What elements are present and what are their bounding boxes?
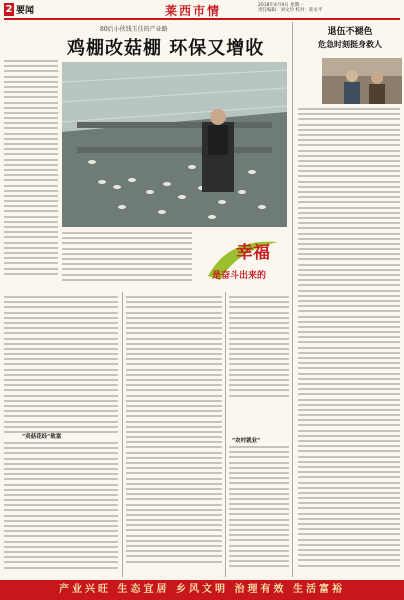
greenhouse-photo <box>62 62 287 227</box>
text-column-lower-2 <box>126 296 222 566</box>
article-kicker: 80后小伙钱玉佳的产业路 <box>100 26 168 33</box>
side-headline-2: 危急时刻挺身救人 <box>318 40 382 49</box>
side-photo <box>322 58 402 104</box>
section-title: 要闻 <box>16 6 35 16</box>
text-column-lower-1b <box>4 442 118 572</box>
header-rule <box>4 18 400 20</box>
text-column-middle <box>62 232 192 284</box>
text-column-right <box>298 108 400 570</box>
footer-banner: 产业兴旺 生态宜居 乡风文明 治理有效 生活富裕 <box>0 580 404 600</box>
subheading-right: “农村就业” <box>232 438 261 444</box>
column-divider <box>225 292 226 577</box>
editor-line: 责任编辑：刘文玲 校对：崔永平 <box>258 8 323 13</box>
column-divider <box>122 292 123 577</box>
page-number: 2 <box>5 4 13 15</box>
text-column-left <box>4 60 58 278</box>
subheading-left: “卖菇花经”致富 <box>22 434 62 440</box>
text-column-lower-3b <box>229 446 289 571</box>
side-headline-1: 退伍不褪色 <box>327 27 373 37</box>
article-headline: 鸡棚改菇棚 环保又增收 <box>67 38 265 59</box>
side-article-headline <box>298 24 402 50</box>
date-info <box>258 3 322 13</box>
page-header <box>0 0 404 20</box>
date-line: 2018年4月9日 星期一 <box>258 3 304 8</box>
text-column-lower-3 <box>229 296 289 400</box>
logo-subtext: 是奋斗出来的 <box>212 271 267 281</box>
newspaper-title: 莱西市情 <box>165 4 222 18</box>
column-divider <box>292 22 293 577</box>
happiness-logo <box>198 228 288 288</box>
logo-text: 幸福 <box>236 243 270 263</box>
text-column-lower-1 <box>4 296 118 436</box>
